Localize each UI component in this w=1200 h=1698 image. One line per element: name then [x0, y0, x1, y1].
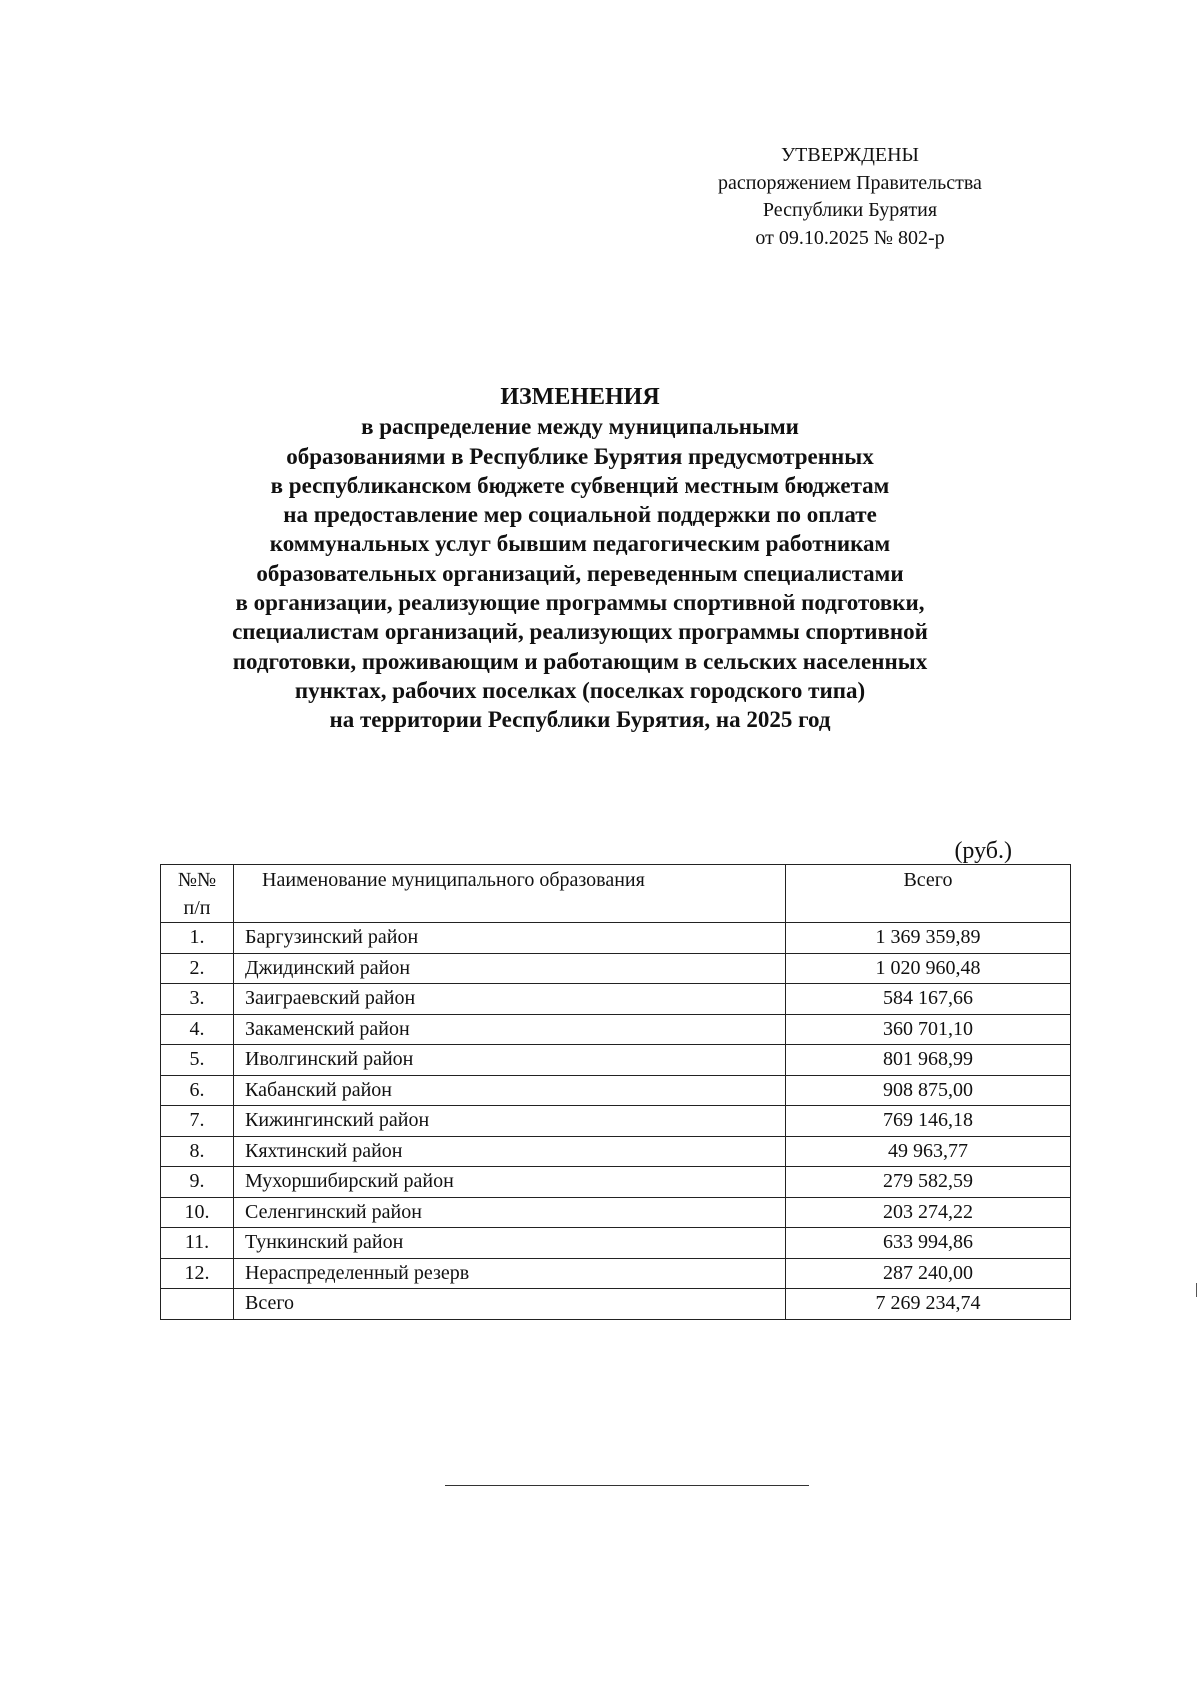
row-total: 908 875,00 — [786, 1075, 1071, 1106]
total-number — [161, 1289, 234, 1320]
total-label: Всего — [234, 1289, 786, 1320]
row-number: 12. — [161, 1258, 234, 1289]
row-name: Заиграевский район — [234, 984, 786, 1015]
row-number: 5. — [161, 1045, 234, 1076]
row-total: 49 963,77 — [786, 1136, 1071, 1167]
row-name: Иволгинский район — [234, 1045, 786, 1076]
row-total: 801 968,99 — [786, 1045, 1071, 1076]
row-number: 9. — [161, 1167, 234, 1198]
row-number: 1. — [161, 923, 234, 954]
title-line: коммунальных услуг бывшим педагогическим работникам — [269, 531, 891, 557]
title-line: образованиями в Республике Бурятия предусмотренных — [286, 443, 874, 469]
row-name: Селенгинский район — [234, 1197, 786, 1228]
row-total: 769 146,18 — [786, 1106, 1071, 1137]
title-line: специалистам организаций, реализующих программы спортивной — [232, 619, 928, 645]
row-number: 2. — [161, 953, 234, 984]
table-row — [161, 1106, 1071, 1137]
title-line: подготовки, проживающим и работающим в сельских населенных — [232, 648, 928, 674]
table-row — [161, 923, 1071, 954]
row-number: 4. — [161, 1014, 234, 1045]
title-line: в республиканском бюджете субвенций местным бюджетам — [270, 472, 890, 498]
header-total: Всего — [786, 865, 1071, 923]
row-total: 287 240,00 — [786, 1258, 1071, 1289]
row-name: Мухоршибирский район — [234, 1167, 786, 1198]
row-total: 1 369 359,89 — [786, 923, 1071, 954]
row-number: 11. — [161, 1228, 234, 1259]
header-name: Наименование муниципального образования — [234, 865, 786, 923]
row-total: 633 994,86 — [786, 1228, 1071, 1259]
table-row — [161, 953, 1071, 984]
row-total: 203 274,22 — [786, 1197, 1071, 1228]
table-total-row — [161, 1289, 1071, 1320]
title-line: на территории Республики Бурятия, на 2025 год — [329, 707, 831, 733]
header-number-line1: №№ — [177, 869, 217, 891]
row-name: Закаменский район — [234, 1014, 786, 1045]
row-name: Баргузинский район — [234, 923, 786, 954]
title-heading: ИЗМЕНЕНИЯ — [500, 384, 660, 410]
currency-unit: (руб.) — [954, 838, 1012, 864]
approval-line-order: распоряжением Правительства — [718, 171, 982, 194]
distribution-table — [160, 864, 1071, 1320]
total-value: 7 269 234,74 — [786, 1289, 1071, 1320]
row-name: Джидинский район — [234, 953, 786, 984]
title-line: на предоставление мер социальной поддержки по оплате — [283, 502, 877, 528]
row-name: Кабанский район — [234, 1075, 786, 1106]
table-row — [161, 1167, 1071, 1198]
page-edge-mark — [1196, 1283, 1200, 1297]
header-number-line2: п/п — [183, 897, 211, 919]
row-number: 10. — [161, 1197, 234, 1228]
header-number — [161, 865, 234, 923]
title-line: в распределение между муниципальными — [361, 414, 799, 440]
table-row — [161, 1258, 1071, 1289]
row-number: 3. — [161, 984, 234, 1015]
document-title — [150, 383, 1010, 735]
row-number: 7. — [161, 1106, 234, 1137]
approval-line-approved: УТВЕРЖДЕНЫ — [780, 144, 920, 166]
title-line: пунктах, рабочих поселках (поселках городского типа) — [294, 677, 866, 703]
title-line: образовательных организаций, переведенным специалистами — [256, 560, 904, 586]
table-row — [161, 984, 1071, 1015]
table-row — [161, 1075, 1071, 1106]
row-number: 8. — [161, 1136, 234, 1167]
table-row — [161, 1228, 1071, 1259]
approval-stamp — [700, 142, 1000, 252]
table-row — [161, 1136, 1071, 1167]
table-row — [161, 1014, 1071, 1045]
row-name: Тункинский район — [234, 1228, 786, 1259]
row-total: 279 582,59 — [786, 1167, 1071, 1198]
row-name: Кижингинский район — [234, 1106, 786, 1137]
row-name: Кяхтинский район — [234, 1136, 786, 1167]
approval-line-republic: Республики Бурятия — [762, 199, 938, 221]
table-row — [161, 1045, 1071, 1076]
row-name: Нераспределенный резерв — [234, 1258, 786, 1289]
row-total: 1 020 960,48 — [786, 953, 1071, 984]
table-header-row — [161, 865, 1071, 923]
row-total: 584 167,66 — [786, 984, 1071, 1015]
title-line: в организации, реализующие программы спортивной подготовки, — [235, 590, 925, 616]
closing-separator-line — [445, 1485, 809, 1486]
table-row — [161, 1197, 1071, 1228]
approval-line-date: от 09.10.2025 № 802-р — [755, 226, 945, 249]
row-number: 6. — [161, 1075, 234, 1106]
row-total: 360 701,10 — [786, 1014, 1071, 1045]
